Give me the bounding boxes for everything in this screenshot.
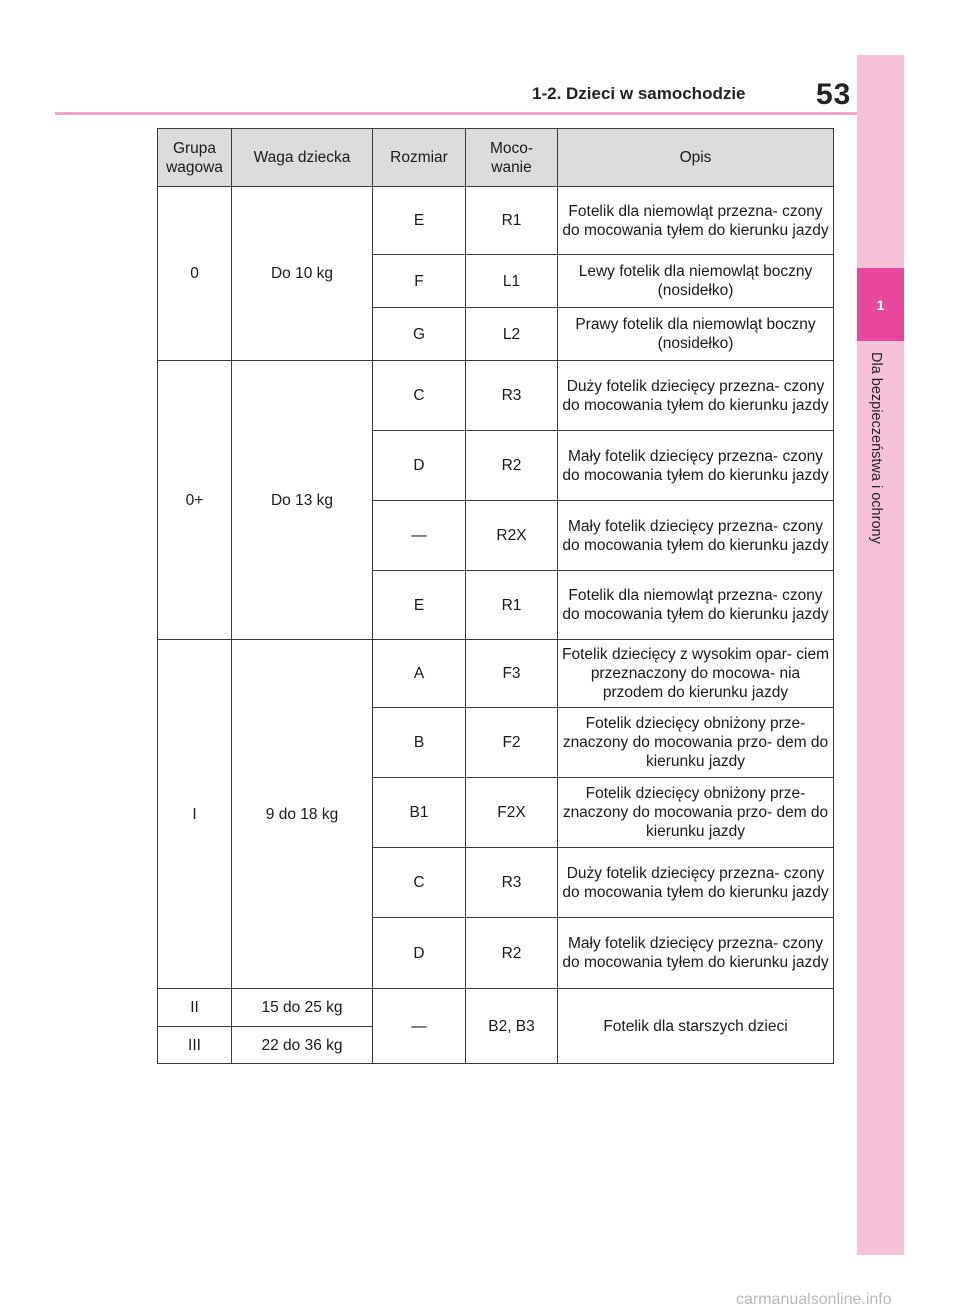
opis-cell: Fotelik dziecięcy obniżony prze- znaczony do mocowania przo- dem do kierunku jazdy	[558, 778, 834, 848]
grupa-cell: 0	[158, 187, 232, 361]
opis-cell: Mały fotelik dziecięcy przezna- czony do mocowania tyłem do kierunku jazdy	[558, 501, 834, 571]
chapter-title: Dla bezpieczeństwa i ochrony	[868, 352, 884, 544]
table-row	[158, 187, 834, 255]
opis-cell: Duży fotelik dziecięcy przezna- czony do mocowania tyłem do kierunku jazdy	[558, 361, 834, 431]
opis-cell: Duży fotelik dziecięcy przezna- czony do mocowania tyłem do kierunku jazdy	[558, 848, 834, 918]
mocowanie-cell: R1	[466, 571, 558, 640]
grupa-cell: 0+	[158, 361, 232, 640]
mocowanie-cell: R2X	[466, 501, 558, 571]
waga-cell: Do 10 kg	[232, 187, 373, 361]
rozmiar-cell: D	[373, 431, 466, 501]
waga-cell: 9 do 18 kg	[232, 640, 373, 989]
waga-cell: 22 do 36 kg	[232, 1027, 373, 1064]
opis-cell: Fotelik dla niemowląt przezna- czony do mocowania tyłem do kierunku jazdy	[558, 187, 834, 255]
chapter-number[interactable]: 1	[857, 268, 904, 341]
grupa-cell: II	[158, 989, 232, 1027]
column-header-waga: Waga dziecka	[232, 129, 373, 187]
opis-cell: Fotelik dziecięcy z wysokim opar- ciem przeznaczony do mocowa- nia przodem do kierunku jazdy	[558, 640, 834, 708]
grupa-cell: III	[158, 1027, 232, 1064]
opis-cell: Prawy fotelik dla niemowląt boczny (nosidełko)	[558, 308, 834, 361]
rozmiar-cell: B	[373, 708, 466, 778]
table-header-row	[158, 129, 834, 187]
mocowanie-cell: F3	[466, 640, 558, 708]
opis-cell: Lewy fotelik dla niemowląt boczny (nosidełko)	[558, 255, 834, 308]
opis-cell: Fotelik dla starszych dzieci	[558, 989, 834, 1064]
column-header-rozmiar: Rozmiar	[373, 129, 466, 187]
mocowanie-cell: B2, B3	[466, 989, 558, 1064]
column-header-mocowanie: Moco- wanie	[466, 129, 558, 187]
waga-cell: Do 13 kg	[232, 361, 373, 640]
grupa-cell: I	[158, 640, 232, 989]
rozmiar-cell: B1	[373, 778, 466, 848]
column-header-grupa: Grupa wagowa	[158, 129, 232, 187]
table-row	[158, 361, 834, 431]
rozmiar-cell: —	[373, 501, 466, 571]
page-number: 53	[816, 78, 852, 111]
column-header-opis: Opis	[558, 129, 834, 187]
opis-cell: Mały fotelik dziecięcy przezna- czony do mocowania tyłem do kierunku jazdy	[558, 431, 834, 501]
chapter-side-tab	[857, 55, 904, 1255]
rozmiar-cell: —	[373, 989, 466, 1064]
mocowanie-cell: L1	[466, 255, 558, 308]
mocowanie-cell: R1	[466, 187, 558, 255]
child-seat-table	[157, 128, 834, 1064]
watermark: carmanualsonline.info	[736, 1291, 892, 1308]
rozmiar-cell: C	[373, 848, 466, 918]
mocowanie-cell: L2	[466, 308, 558, 361]
mocowanie-cell: R3	[466, 361, 558, 431]
waga-cell: 15 do 25 kg	[232, 989, 373, 1027]
rozmiar-cell: G	[373, 308, 466, 361]
header-divider	[55, 112, 858, 115]
rozmiar-cell: A	[373, 640, 466, 708]
table-row	[158, 640, 834, 708]
rozmiar-cell: E	[373, 187, 466, 255]
rozmiar-cell: D	[373, 918, 466, 989]
mocowanie-cell: R2	[466, 918, 558, 989]
rozmiar-cell: F	[373, 255, 466, 308]
mocowanie-cell: F2X	[466, 778, 558, 848]
opis-cell: Mały fotelik dziecięcy przezna- czony do mocowania tyłem do kierunku jazdy	[558, 918, 834, 989]
mocowanie-cell: R2	[466, 431, 558, 501]
opis-cell: Fotelik dziecięcy obniżony prze- znaczony do mocowania przo- dem do kierunku jazdy	[558, 708, 834, 778]
table-row	[158, 989, 834, 1027]
section-title: 1-2. Dzieci w samochodzie	[532, 84, 746, 103]
rozmiar-cell: C	[373, 361, 466, 431]
mocowanie-cell: R3	[466, 848, 558, 918]
chapter-title-container	[868, 352, 890, 622]
mocowanie-cell: F2	[466, 708, 558, 778]
rozmiar-cell: E	[373, 571, 466, 640]
opis-cell: Fotelik dla niemowląt przezna- czony do mocowania tyłem do kierunku jazdy	[558, 571, 834, 640]
